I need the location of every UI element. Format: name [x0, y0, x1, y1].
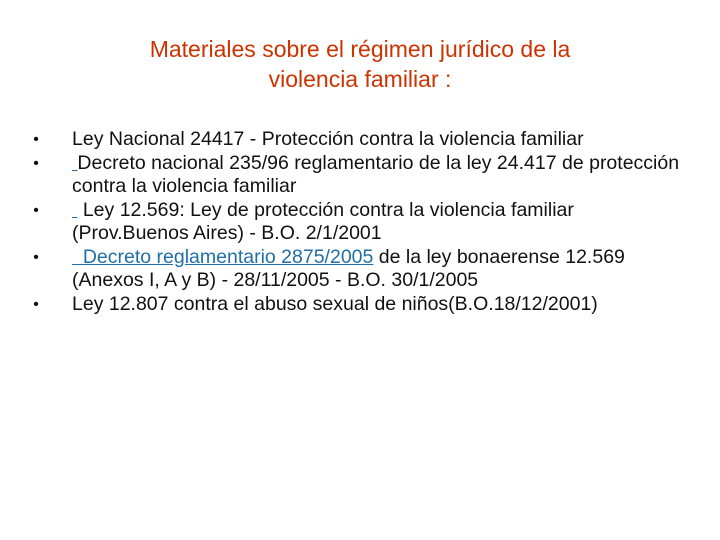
bullet-list: [30, 128, 695, 316]
bullet-icon: •: [33, 154, 39, 172]
bullet-icon: •: [33, 201, 39, 219]
title-line-2: violencia familiar :: [268, 66, 452, 92]
list-item: [30, 128, 695, 152]
list-item: [30, 152, 695, 199]
item-text: Ley 12.569: Ley de protección contra la violencia familiar (Prov.Buenos Aires) - B.O. 2/1/2001: [72, 198, 574, 244]
item-text: de la ley bonaerense 12.569 (Anexos I, A y B) - 28/11/2005 - B.O. 30/1/2005: [72, 245, 625, 291]
title-line-1: Materiales sobre el régimen jurídico de la: [149, 36, 571, 62]
bullet-icon: •: [33, 295, 39, 313]
list-item: [30, 293, 695, 317]
slide-title: [60, 34, 660, 94]
list-item: [30, 246, 695, 293]
item-text: Ley 12.807 contra el abuso sexual de niños(B.O.18/12/2001): [72, 292, 598, 315]
bullet-icon: •: [33, 248, 39, 266]
item-text: Ley Nacional 24417 - Protección contra la violencia familiar: [72, 128, 584, 150]
list-item: [30, 199, 695, 246]
item-text: Decreto nacional 235/96 reglamentario de la ley 24.417 de protección contra la violencia familiar: [72, 151, 680, 197]
decreto-2875-link[interactable]: Decreto reglamentario 2875/2005: [77, 245, 374, 268]
bullet-icon: •: [33, 131, 39, 148]
